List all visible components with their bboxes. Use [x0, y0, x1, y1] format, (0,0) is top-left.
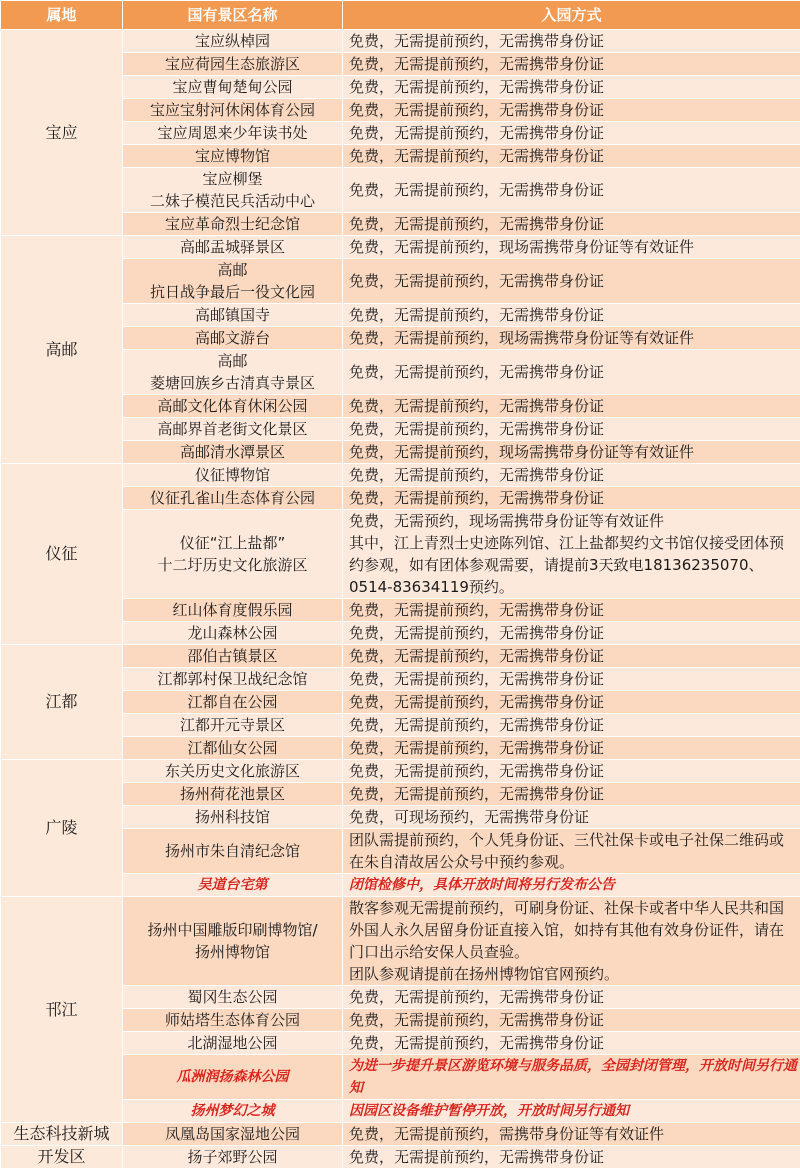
scenic-name-cell: 北湖湿地公园: [123, 1032, 343, 1055]
entry-method-cell: 免费，无需提前预约，无需携带身份证: [343, 714, 800, 737]
entry-method-cell: 免费，无需提前预约，现场需携带身份证等有效证件: [343, 441, 800, 464]
entry-method-cell: 免费，无需提前预约，无需携带身份证: [343, 783, 800, 806]
scenic-name-cell: 扬州科技馆: [123, 806, 343, 829]
header-entry: 入园方式: [343, 1, 800, 30]
entry-method-cell: 免费，无需提前预约，无需携带身份证: [343, 1032, 800, 1055]
table-body: [1, 30, 800, 1169]
scenic-name-cell: 宝应宝射河休闲体育公园: [123, 99, 343, 122]
scenic-name-cell: 宝应荷园生态旅游区: [123, 53, 343, 76]
entry-method-cell: 免费，无需提前预约，无需携带身份证: [343, 53, 800, 76]
scenic-name-cell: 师姑塔生态体育公园: [123, 1009, 343, 1032]
entry-method-cell: 免费，无需提前预约，无需携带身份证: [343, 487, 800, 510]
region-cell: 江都: [1, 645, 123, 760]
scenic-name-cell: 扬州中国雕版印刷博物馆/ 扬州博物馆: [123, 897, 343, 986]
scenic-name-cell: 高邮盂城驿景区: [123, 236, 343, 259]
scenic-name-cell: 蜀冈生态公园: [123, 986, 343, 1009]
entry-method-cell: 免费，无需提前预约，无需携带身份证: [343, 668, 800, 691]
entry-method-cell: 免费，无需提前预约，无需携带身份证: [343, 30, 800, 53]
entry-method-cell: 免费，无需提前预约，无需携带身份证: [343, 645, 800, 668]
entry-method-cell: 免费，无需预约，现场需携带身份证等有效证件 其中，江上青烈士史迹陈列馆、江上盐都契约文书馆仅接受团体预约参观，如有团体参观需要，请提前3天致电18136235070、0514-83634119预约。: [343, 510, 800, 599]
scenic-name-cell: 高邮 菱塘回族乡古清真寺景区: [123, 350, 343, 395]
table-row: [1, 1123, 800, 1146]
scenic-name-cell: 江都仙女公园: [123, 737, 343, 760]
entry-method-cell: 免费，无需提前预约，现场需携带身份证等有效证件: [343, 236, 800, 259]
table-row: [1, 464, 800, 487]
scenic-name-cell: 凤凰岛国家湿地公园: [123, 1123, 343, 1146]
entry-method-cell: 免费，无需提前预约，无需携带身份证: [343, 122, 800, 145]
entry-method-cell: 免费，无需提前预约，无需携带身份证: [343, 99, 800, 122]
entry-method-cell: 免费，无需提前预约，无需携带身份证: [343, 350, 800, 395]
entry-method-cell: 免费，无需提前预约，无需携带身份证: [343, 691, 800, 714]
header-name: 国有景区名称: [123, 1, 343, 30]
table-row: [1, 1146, 800, 1169]
scenic-name-cell: 宝应博物馆: [123, 145, 343, 168]
region-cell: 广陵: [1, 760, 123, 897]
entry-method-cell: 免费，无需提前预约，无需携带身份证: [343, 1146, 800, 1169]
scenic-name-cell: 高邮清水潭景区: [123, 441, 343, 464]
entry-method-cell: 免费，无需提前预约，无需携带身份证: [343, 76, 800, 99]
entry-method-cell: 团队需提前预约，个人凭身份证、三代社保卡或电子社保二维码或在朱自清故居公众号中预约参观。: [343, 829, 800, 874]
entry-method-cell: 免费，无需提前预约，需携带身份证等有效证件: [343, 1123, 800, 1146]
entry-method-cell: 因园区设备维护暂停开放，开放时间另行通知: [343, 1100, 800, 1123]
header-region: 属地: [1, 1, 123, 30]
entry-method-cell: 免费，可现场预约，无需携带身份证: [343, 806, 800, 829]
scenic-name-cell: 宝应革命烈士纪念馆: [123, 213, 343, 236]
region-cell: 开发区: [1, 1146, 123, 1169]
scenic-name-cell: 宝应周恩来少年读书处: [123, 122, 343, 145]
scenic-name-cell: 宝应纵棹园: [123, 30, 343, 53]
region-cell: 生态科技新城: [1, 1123, 123, 1146]
scenic-name-cell: 扬州市朱自清纪念馆: [123, 829, 343, 874]
region-cell: 邗江: [1, 897, 123, 1123]
entry-method-cell: 为进一步提升景区游览环境与服务品质，全园封闭管理，开放时间另行通知: [343, 1055, 800, 1100]
scenic-name-cell: 仪征孔雀山生态体育公园: [123, 487, 343, 510]
scenic-name-cell: 高邮界首老街文化景区: [123, 418, 343, 441]
scenic-name-cell: 吴道台宅第: [123, 874, 343, 897]
scenic-name-cell: 高邮 抗日战争最后一役文化园: [123, 259, 343, 304]
scenic-name-cell: 龙山森林公园: [123, 622, 343, 645]
entry-method-cell: 免费，无需提前预约，无需携带身份证: [343, 464, 800, 487]
scenic-name-cell: 高邮镇国寺: [123, 304, 343, 327]
entry-method-cell: 免费，无需提前预约，无需携带身份证: [343, 737, 800, 760]
scenic-name-cell: 瓜洲润扬森林公园: [123, 1055, 343, 1100]
header-row: [1, 1, 800, 30]
entry-method-cell: 免费，无需提前预约，无需携带身份证: [343, 622, 800, 645]
scenic-name-cell: 仪征博物馆: [123, 464, 343, 487]
entry-method-cell: 免费，无需提前预约，无需携带身份证: [343, 418, 800, 441]
entry-method-cell: 免费，无需提前预约，无需携带身份证: [343, 304, 800, 327]
table-row: [1, 645, 800, 668]
entry-method-cell: 散客参观无需提前预约，可刷身份证、社保卡或者中华人民共和国外国人永久居留身份证直接入馆，如持有其他有效身份证件，请在门口出示给安保人员查验。 团队参观请提前在扬州博物馆官网预约。: [343, 897, 800, 986]
table-row: [1, 897, 800, 986]
scenic-name-cell: 高邮文化体育休闲公园: [123, 395, 343, 418]
scenic-name-cell: 扬州荷花池景区: [123, 783, 343, 806]
scenic-name-cell: 宝应柳堡 二妹子模范民兵活动中心: [123, 168, 343, 213]
entry-method-cell: 免费，无需提前预约，无需携带身份证: [343, 145, 800, 168]
entry-method-cell: 免费，无需提前预约，无需携带身份证: [343, 599, 800, 622]
region-cell: 高邮: [1, 236, 123, 464]
entry-method-cell: 免费，无需提前预约，无需携带身份证: [343, 1009, 800, 1032]
region-cell: 宝应: [1, 30, 123, 236]
scenic-name-cell: 邵伯古镇景区: [123, 645, 343, 668]
entry-method-cell: 免费，无需提前预约，无需携带身份证: [343, 395, 800, 418]
scenic-name-cell: 高邮文游台: [123, 327, 343, 350]
entry-method-cell: 免费，无需提前预约，无需携带身份证: [343, 986, 800, 1009]
table-row: [1, 760, 800, 783]
scenic-name-cell: 仪征“江上盐都” 十二圩历史文化旅游区: [123, 510, 343, 599]
scenic-name-cell: 扬州梦幻之城: [123, 1100, 343, 1123]
table-row: [1, 30, 800, 53]
entry-method-cell: 免费，无需提前预约，现场需携带身份证等有效证件: [343, 327, 800, 350]
entry-method-cell: 免费，无需提前预约，无需携带身份证: [343, 760, 800, 783]
scenic-name-cell: 江都开元寺景区: [123, 714, 343, 737]
scenic-name-cell: 宝应曹甸楚甸公园: [123, 76, 343, 99]
table-row: [1, 236, 800, 259]
scenic-name-cell: 江都郭村保卫战纪念馆: [123, 668, 343, 691]
scenic-name-cell: 扬子郊野公园: [123, 1146, 343, 1169]
scenic-name-cell: 东关历史文化旅游区: [123, 760, 343, 783]
entry-method-cell: 免费，无需提前预约，无需携带身份证: [343, 213, 800, 236]
entry-method-cell: 免费，无需提前预约，无需携带身份证: [343, 259, 800, 304]
scenic-name-cell: 江都自在公园: [123, 691, 343, 714]
entry-method-cell: 免费，无需提前预约，无需携带身份证: [343, 168, 800, 213]
entry-method-cell: 闭馆检修中，具体开放时间将另行发布公告: [343, 874, 800, 897]
scenic-name-cell: 红山体育度假乐园: [123, 599, 343, 622]
region-cell: 仪征: [1, 464, 123, 645]
